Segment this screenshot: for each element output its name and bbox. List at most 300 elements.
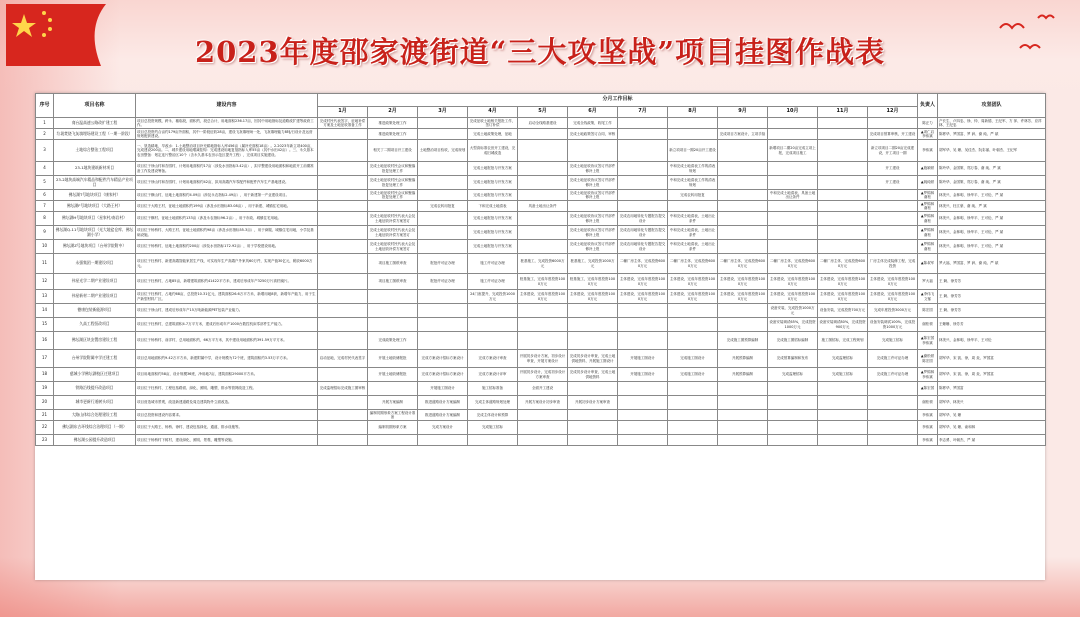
- seq-cell: 11: [36, 254, 54, 274]
- month-target-cell: 完成施工图设计: [668, 368, 718, 382]
- table-row: [36, 332, 1046, 350]
- month-target-cell: [618, 410, 668, 421]
- content-cell: 项目位于徐山村和杏园村，计划用地面积约17亩（涉及水田指标3.42亩），拟平整建设用地面积和地质开工前期准备工作及建设筹备。: [136, 162, 318, 176]
- content-cell: 项目位于杨桥村，征地土地面积约200亩（涉及水田指标172.92亩），用于学校建设用地。: [136, 240, 318, 254]
- project-name-cell: 德康包装新能源项目: [54, 304, 136, 318]
- project-name-cell: 佛坛湖T号地块项目（康家村）: [54, 190, 136, 201]
- month-target-cell: [668, 304, 718, 318]
- seq-cell: 15: [36, 318, 54, 332]
- team-cell: 陈彬华、罗国富、罗 润、谢 纯、严 斌: [938, 129, 1046, 140]
- month-target-cell: [768, 396, 818, 410]
- month-target-cell: 设备安装调试65%，完成投资1000万元: [768, 318, 818, 332]
- header-owner: 负责人: [918, 94, 938, 118]
- owner-cell: 李伟斌: [918, 421, 938, 435]
- month-target-cell: 完成施工许可证办理: [868, 350, 918, 368]
- table-row: [36, 240, 1046, 254]
- month-target-cell: 完成年度投资3000万元: [868, 304, 918, 318]
- month-target-cell: [718, 382, 768, 396]
- month-target-cell: [768, 382, 818, 396]
- month-target-cell: 完成土地征收协议签订并部件修补上报: [568, 240, 618, 254]
- seq-cell: 13: [36, 290, 54, 304]
- month-target-cell: 开展方案设计初步审查: [518, 396, 568, 410]
- table-row: [36, 396, 1046, 410]
- month-target-cell: 开展施工图设计: [418, 382, 468, 396]
- seq-cell: 3: [36, 140, 54, 162]
- month-target-cell: 推进政策处理工作: [368, 129, 418, 140]
- month-target-cell: 设备安装调试100%，完成投资1000万元: [868, 318, 918, 332]
- month-target-cell: [818, 201, 868, 212]
- month-target-cell: [768, 162, 818, 176]
- month-target-cell: 开展初步设计方案审查: [568, 396, 618, 410]
- month-target-cell: [318, 290, 368, 304]
- month-target-cell: 完成土地征收村民会议和聚落批复处理工作: [368, 176, 418, 190]
- month-target-cell: [518, 162, 568, 176]
- month-target-cell: [818, 162, 868, 176]
- project-table: [35, 93, 1046, 446]
- table-row: [36, 274, 1046, 290]
- project-name-cell: 垃圾焚烧飞灰填埋场建设工程（一期一阶段）: [54, 129, 136, 140]
- month-target-cell: [418, 162, 468, 176]
- content-cell: 一、垦造耕地，早改水：1.土地整治项目补充耕地指标入库456亩（属补充面积18亩）。2.2023年新立项400亩，完成建设200亩。二、城乡建设用地增减挂钩：完成建设用地复垦指标入库55亩（其中水田42亩）。三、永久基本农田整备：划定连片整治区10个（含永久基本农田示范区提升工程），完成项目实施建设。: [136, 140, 318, 162]
- month-target-cell: [418, 304, 468, 318]
- month-target-cell: [818, 226, 868, 240]
- month-target-cell: [318, 226, 368, 240]
- month-target-cell: [668, 435, 718, 446]
- month-target-cell: 二幢厂房主体，完成投资6000万元: [818, 254, 868, 274]
- month-target-cell: [518, 190, 568, 201]
- month-target-cell: [418, 290, 468, 304]
- month-target-cell: [668, 396, 718, 410]
- month-target-cell: 开展初步设计方案，初步设计审查，开展方案设计: [518, 350, 568, 368]
- month-target-cell: [868, 382, 918, 396]
- month-target-cell: 施工图招标，完成工程规划: [818, 332, 868, 350]
- month-target-cell: 主体建设，完成年度投资1000万元: [568, 290, 618, 304]
- header-month: 5月: [518, 107, 568, 118]
- month-target-cell: [318, 368, 368, 382]
- month-target-cell: [668, 382, 718, 396]
- table-row: [36, 382, 1046, 396]
- month-target-cell: 项目施工图纸审查: [368, 254, 418, 274]
- month-target-cell: 完成土地征收村民代表大会及土地征收补偿方案签订: [368, 240, 418, 254]
- month-target-cell: 完成监理招标: [768, 368, 818, 382]
- month-target-cell: 完成土地报批与开发方案: [468, 190, 518, 201]
- month-target-cell: 完成农转用批复: [418, 201, 468, 212]
- header-month: 12月: [868, 107, 918, 118]
- project-name-cell: 佛坛湖Z号地块项目（台州学院附中）: [54, 240, 136, 254]
- month-target-cell: [718, 435, 768, 446]
- month-target-cell: 主体建设，完成年度投资1000万元: [668, 290, 718, 304]
- month-target-cell: [868, 201, 918, 212]
- seq-cell: 21: [36, 410, 54, 421]
- month-target-cell: [518, 212, 568, 226]
- month-target-cell: 主体建设，完成年度投资1000万元: [618, 274, 668, 290]
- month-target-cell: [568, 304, 618, 318]
- team-cell: 王姗姗、徐芳芳: [938, 318, 1046, 332]
- month-target-cell: 开展预算编制: [718, 350, 768, 368]
- month-target-cell: [418, 332, 468, 350]
- month-target-cell: 开展施工图设计: [618, 368, 668, 382]
- team-cell: 胡军华、吴 姗: [938, 410, 1046, 421]
- project-name-cell: 铁路沿线提升改造项目: [54, 382, 136, 396]
- seq-cell: 6: [36, 190, 54, 201]
- month-target-cell: [518, 332, 568, 350]
- month-target-cell: [568, 140, 618, 162]
- month-target-cell: 开工建设: [868, 176, 918, 190]
- project-name-cell: 城市更新行道树头项目: [54, 396, 136, 410]
- month-target-cell: [318, 421, 368, 435]
- table-row: [36, 226, 1046, 240]
- month-target-cell: [518, 410, 568, 421]
- month-target-cell: 完成主体道路规划处理: [468, 396, 518, 410]
- owner-cell: ▲项仁启 李伟斌: [918, 129, 938, 140]
- month-target-cell: [768, 201, 818, 212]
- month-target-cell: [318, 254, 368, 274]
- header-month: 3月: [418, 107, 468, 118]
- month-target-cell: [418, 318, 468, 332]
- month-target-cell: 完成农转用批复: [668, 190, 718, 201]
- content-cell: 项目营造城市景观，改造新建道路及周边建筑物外立面改造。: [136, 396, 318, 410]
- team-cell: 胡军华、宋 凯、徐，周 炎、罗国富: [938, 368, 1046, 382]
- seq-cell: 22: [36, 421, 54, 435]
- month-target-cell: 报批许可证办理: [418, 274, 468, 290]
- month-target-cell: 完成方案设计招标方案设计: [418, 368, 468, 382]
- month-target-cell: 完成村民代表签字，征地补偿方案及土地征收准备工作: [318, 118, 368, 129]
- owner-cell: ▲罗锦林 谢松: [918, 212, 938, 226]
- month-target-cell: 开展预算编制: [718, 368, 768, 382]
- month-target-cell: 推进道路设计方案编制: [418, 396, 468, 410]
- owner-cell: ▲姚纯顿: [918, 176, 938, 190]
- table-row: [36, 290, 1046, 304]
- team-cell: 陈玲华、金国策、郑万春、谢 纯、严 斌: [938, 162, 1046, 176]
- month-target-cell: [718, 190, 768, 201]
- month-target-cell: [768, 240, 818, 254]
- month-target-cell: 新立项项目一期20亩开工建设: [668, 140, 718, 162]
- owner-cell: ▲罗锦林 谢松: [918, 226, 938, 240]
- month-target-cell: [668, 332, 718, 350]
- month-target-cell: 主体建设，完成年度投资1000万元: [718, 290, 768, 304]
- month-target-cell: [868, 226, 918, 240]
- header-month: 10月: [768, 107, 818, 118]
- owner-cell: 罗大福: [918, 274, 938, 290]
- team-cell: 胡军华、吴 姗、俞和林: [938, 421, 1046, 435]
- month-target-cell: 完成全线政策，收尾工作: [568, 118, 618, 129]
- team-cell: 产长生、卢四忠、徐、仲、周新德、王纪军、方 萍、许林芳、应祥林、王纪忠: [938, 118, 1046, 129]
- month-target-cell: [418, 212, 468, 226]
- team-cell: 罗大福、罗国富、罗 润、谢 纯、严 斌: [938, 254, 1046, 274]
- month-target-cell: 桩基施工，完成投资6000万元: [518, 254, 568, 274]
- month-target-cell: 完成施工招标: [868, 332, 918, 350]
- month-target-cell: 完成监理招标: [818, 350, 868, 368]
- month-target-cell: 完成土地征收协议签订并部件修补上报: [568, 190, 618, 201]
- month-target-cell: [318, 396, 368, 410]
- month-target-cell: [768, 410, 818, 421]
- project-name-cell: 23-2地块高端汽车精品和配件汽车精品产业项目: [54, 176, 136, 190]
- month-target-cell: 完成主体设计和预算: [468, 410, 518, 421]
- month-target-cell: 土地整治项目验收，完成规划: [418, 140, 468, 162]
- month-target-cell: [368, 304, 418, 318]
- month-target-cell: [618, 129, 668, 140]
- month-target-cell: 项目施工图纸审查: [368, 274, 418, 290]
- month-target-cell: 主体建设，完成年度投资1000万元: [618, 290, 668, 304]
- table-row: [36, 212, 1046, 226]
- month-target-cell: 大型高标准农田开工建设，完成旧城改造: [468, 140, 518, 162]
- month-target-cell: 24门座提升，完成投资1000万元: [468, 290, 518, 304]
- month-target-cell: [468, 304, 518, 318]
- owner-cell: 陈宏国: [918, 304, 938, 318]
- month-target-cell: 主体建设，完成年度投资1000万元: [818, 274, 868, 290]
- month-target-cell: 完成土地征收协议签订并部件修补上报: [568, 226, 618, 240]
- month-target-cell: 中和完成土地清表，土地出让条件: [668, 212, 718, 226]
- team-cell: 王 婀、徐芳芳: [938, 274, 1046, 290]
- owner-cell: 李伟斌: [918, 410, 938, 421]
- month-target-cell: [318, 318, 368, 332]
- month-target-cell: 中和完成土地清表工作的清表规划: [668, 162, 718, 176]
- month-target-cell: [718, 201, 768, 212]
- month-target-cell: 完成施工许可证办理: [868, 368, 918, 382]
- month-target-cell: [618, 332, 668, 350]
- month-target-cell: 全面开工建设: [518, 382, 568, 396]
- seq-cell: 8: [36, 212, 54, 226]
- month-target-cell: 完成土地征收村民代表大会及土地征收补偿方案签订: [368, 226, 418, 240]
- month-target-cell: 编制初期形象方案: [368, 421, 418, 435]
- team-cell: 李志勇、叶朝杰、严 斌: [938, 435, 1046, 446]
- seq-cell: 7: [36, 201, 54, 212]
- month-target-cell: 主体建设，完成年度投资1000万元: [868, 274, 918, 290]
- month-target-cell: [618, 435, 668, 446]
- project-name-cell: 佛坛湖公园提升改造项目: [54, 435, 136, 446]
- month-target-cell: [568, 332, 618, 350]
- content-cell: 项目位于杜桥村，总建筑面积4.7万平方米，建成后形成年产1000台数控机床零部件生产能力。: [136, 318, 318, 332]
- month-target-cell: 完成方案设计审查: [468, 350, 518, 368]
- month-target-cell: [418, 435, 468, 446]
- content-cell: 项目位于杜桥村，占地约68亩，总投资10.31亿元，建筑面积26.6万平方米，新增用地8套，新增年产能力，用于生产新型材料厂区。: [136, 290, 318, 304]
- month-target-cell: [768, 118, 818, 129]
- month-target-cell: 主体建设，完成年度投资1000万元: [668, 274, 718, 290]
- month-target-cell: [318, 435, 368, 446]
- month-target-cell: 完成土地政策签订合同，审核: [568, 129, 618, 140]
- content-cell: 项目位于杜桥村、工程包括路面、绿化、照明、雕塑、排水等管网改造工程。: [136, 382, 318, 396]
- month-target-cell: [768, 129, 818, 140]
- team-cell: 胡军华、宋 凯、徐，周 炎、罗国富: [938, 350, 1046, 368]
- month-target-cell: [568, 318, 618, 332]
- month-target-cell: [518, 318, 568, 332]
- month-target-cell: [618, 318, 668, 332]
- month-target-cell: [818, 435, 868, 446]
- month-target-cell: 中和完成土地清表，具备土地出让条件: [768, 190, 818, 201]
- month-target-cell: [668, 118, 718, 129]
- month-target-cell: [518, 140, 568, 162]
- month-target-cell: 主体建设，完成年度投资1000万元: [518, 290, 568, 304]
- team-cell: 王 婀、徐芳芳: [938, 304, 1046, 318]
- month-target-cell: [618, 396, 668, 410]
- month-target-cell: [518, 226, 568, 240]
- month-target-cell: [318, 162, 368, 176]
- month-target-cell: [418, 240, 468, 254]
- month-target-cell: [368, 201, 418, 212]
- owner-cell: 谢松顿: [918, 318, 938, 332]
- month-target-cell: [668, 318, 718, 332]
- month-target-cell: [818, 410, 868, 421]
- header-monthly-targets: 分月工作目标: [318, 94, 918, 107]
- month-target-cell: 完成施工招标: [468, 421, 518, 435]
- month-target-cell: [718, 140, 768, 162]
- month-target-cell: 完成方案设计评审: [468, 368, 518, 382]
- month-target-cell: 完成项目预算审核，开工建设: [868, 129, 918, 140]
- month-target-cell: [618, 382, 668, 396]
- month-target-cell: 二幢厂房主体，完成投资6000万元: [668, 254, 718, 274]
- month-target-cell: [718, 318, 768, 332]
- table-row: [36, 368, 1046, 382]
- table-row: [36, 410, 1046, 421]
- header-month: 11月: [818, 107, 868, 118]
- month-target-cell: 完成初步设计审查，完成土地供地资料，开展施工图设计: [568, 350, 618, 368]
- month-target-cell: 桩基施工，完成投资1000万元: [568, 254, 618, 274]
- header-month: 1月: [318, 107, 368, 118]
- seq-cell: 14: [36, 304, 54, 318]
- table-row: [36, 140, 1046, 162]
- project-name-cell: 大路山体综合处理建设工程: [54, 410, 136, 421]
- month-target-cell: [868, 421, 918, 435]
- month-target-cell: [368, 318, 418, 332]
- month-target-cell: [768, 212, 818, 226]
- seq-cell: 18: [36, 368, 54, 382]
- month-target-cell: [668, 129, 718, 140]
- team-cell: 陈玲华、金国策、郑万春、谢 纯、严 斌: [938, 176, 1046, 190]
- month-target-cell: [668, 201, 718, 212]
- month-target-cell: [818, 396, 868, 410]
- owner-cell: ▲陈叔军: [918, 254, 938, 274]
- month-target-cell: [818, 240, 868, 254]
- content-cell: 项目位于杨桥村、大路王村、征地土地面积约98亩（涉及水田指标55.3亩），用于商服、城镇住宅用地，小学及基础设施。: [136, 226, 318, 240]
- team-cell: 林美兴、杜江豪、谢 纯、严 斌: [938, 201, 1046, 212]
- seq-cell: 4: [36, 162, 54, 176]
- owner-cell: ▲陈宏国 李伟斌: [918, 332, 938, 350]
- content-cell: 项目位于大路王、杨桥、徐村、建设包括绿化、通道、排水设施等。: [136, 421, 318, 435]
- month-target-cell: 完成土地报批与开发方案: [468, 162, 518, 176]
- content-cell: 项目位于杨桥村下树村，建设绿化、照明、景观、雕塑等设施。: [136, 435, 318, 446]
- month-target-cell: 完成预算编制和发布: [768, 350, 818, 368]
- month-target-cell: [718, 304, 768, 318]
- table-row: [36, 176, 1046, 190]
- month-target-cell: 完成初步设计审查，完成土地供地资料: [568, 368, 618, 382]
- seq-cell: 5: [36, 176, 54, 190]
- month-target-cell: [518, 435, 568, 446]
- month-target-cell: [568, 421, 618, 435]
- seq-cell: 23: [36, 435, 54, 446]
- content-cell: 项目位于杜桥村，占地85亩，新增建筑面积约41422平方米，建成后形成年产3250万片高档镜片。: [136, 274, 318, 290]
- month-target-cell: [568, 410, 618, 421]
- table-row: [36, 318, 1046, 332]
- month-target-cell: [618, 162, 668, 176]
- month-target-cell: [818, 421, 868, 435]
- month-target-cell: [318, 332, 368, 350]
- month-target-cell: [618, 304, 668, 318]
- project-name-cell: 佛坛湖区块安置房建设工程: [54, 332, 136, 350]
- seq-cell: 2: [36, 129, 54, 140]
- month-target-cell: [868, 118, 918, 129]
- month-target-cell: [818, 140, 868, 162]
- month-target-cell: 施工许可证办理: [468, 254, 518, 274]
- content-cell: 项目用地面积约58亩，设计规模36班，净用地7亩，建筑面积29000平方米。: [136, 368, 318, 382]
- header-month: 2月: [368, 107, 418, 118]
- seq-cell: 12: [36, 274, 54, 290]
- page-title: 2023年度邵家渡街道“三大攻坚战”项目挂图作战表: [194, 35, 886, 69]
- project-name-cell: 23-1地块建筑新材项目: [54, 162, 136, 176]
- month-target-cell: 完成施工图预算编制: [718, 332, 768, 350]
- content-cell: 项目总用地面积约9.42万平方米，新建附属中学，设计规模为72个班，建筑面积约3.53万平方米。: [136, 350, 318, 368]
- month-target-cell: 二幢厂房主体，完成投资6000万元: [718, 254, 768, 274]
- content-cell: 项目位于杜桥村、新建高端智能家居生产线，可实现年生产高端户外家具60万件，实现产值30亿元，税收6000万元。: [136, 254, 318, 274]
- month-target-cell: [468, 435, 518, 446]
- month-target-cell: 厂房主体完成装修工程，完成投资: [868, 254, 918, 274]
- month-target-cell: 开展土地收储报批: [368, 350, 418, 368]
- content-cell: 项目位于横村、征地土地面积约133亩（涉及永农指标96.2亩），用于市政、城镇住宅用地。: [136, 212, 318, 226]
- month-target-cell: 开展施工图设计: [618, 350, 668, 368]
- project-name-cell: 久高工程恒改项目: [54, 318, 136, 332]
- month-target-cell: [718, 176, 768, 190]
- month-target-cell: [818, 176, 868, 190]
- content-cell: 项目总投资规模，跨永、椒临段，面积约，段总合计，用地面积236.17亩，因其中用地指标及道路改扩建等政府工作。: [136, 118, 318, 129]
- month-target-cell: [868, 240, 918, 254]
- owner-cell: ▲陈宏国: [918, 382, 938, 396]
- owner-cell: ▲罗锦林 谢松: [918, 201, 938, 212]
- month-target-cell: [618, 421, 668, 435]
- month-target-cell: [318, 129, 368, 140]
- month-target-cell: [518, 176, 568, 190]
- header-team: 攻坚团队: [938, 94, 1046, 118]
- table-row: [36, 162, 1046, 176]
- month-target-cell: [618, 176, 668, 190]
- month-target-cell: [318, 304, 368, 318]
- month-target-cell: 完成施工图招标编制: [768, 332, 818, 350]
- month-target-cell: 推进政策处理工作: [368, 118, 418, 129]
- owner-cell: ▲施颖顿: [918, 162, 938, 176]
- seq-cell: 17: [36, 350, 54, 368]
- team-cell: 胡军华、林美兴: [938, 396, 1046, 410]
- month-target-cell: [768, 421, 818, 435]
- header-seq: 序号: [36, 94, 54, 118]
- month-target-cell: [818, 129, 868, 140]
- month-target-cell: [318, 410, 368, 421]
- month-target-cell: [818, 190, 868, 201]
- month-target-cell: [568, 435, 618, 446]
- month-target-cell: 开工建设: [868, 162, 918, 176]
- project-table-sheet: [35, 93, 1045, 580]
- month-target-cell: 完成项目方案设计，立项手续: [718, 129, 768, 140]
- month-target-cell: [518, 421, 568, 435]
- month-target-cell: 新增项目二期20亩完成立项上报，完成项目施工: [768, 140, 818, 162]
- month-target-cell: 设备安装，完成投资1000万元: [768, 304, 818, 318]
- month-target-cell: 启动征地，完成村民代表签字: [318, 350, 368, 368]
- header-month: 8月: [668, 107, 718, 118]
- month-target-cell: [868, 396, 918, 410]
- month-target-cell: 启动全线路基建设: [518, 118, 568, 129]
- month-target-cell: [868, 190, 918, 201]
- team-cell: 陈彬华、罗国富: [938, 382, 1046, 396]
- month-target-cell: 中和完成土地清表，土地出让条件: [668, 240, 718, 254]
- month-target-cell: [318, 274, 368, 290]
- table-row: [36, 118, 1046, 129]
- month-target-cell: 完成土地征收协议签订并部件修补上报: [568, 162, 618, 176]
- owner-cell: ▲罗锦林 谢松: [918, 190, 938, 201]
- month-target-cell: [418, 118, 468, 129]
- month-target-cell: 完成土地报批与开发方案: [468, 226, 518, 240]
- header-project-name: 项目名称: [54, 94, 136, 118]
- month-target-cell: [718, 410, 768, 421]
- content-cell: 项目位于徐山村和杏园村，计划用地面积约42亩，拟用高端汽车零配件和配件汽车生产基地建设。: [136, 176, 318, 190]
- month-target-cell: 完成土地报批与开发方案: [468, 212, 518, 226]
- month-target-cell: 桩基施工，完成年度投资1000万元: [568, 274, 618, 290]
